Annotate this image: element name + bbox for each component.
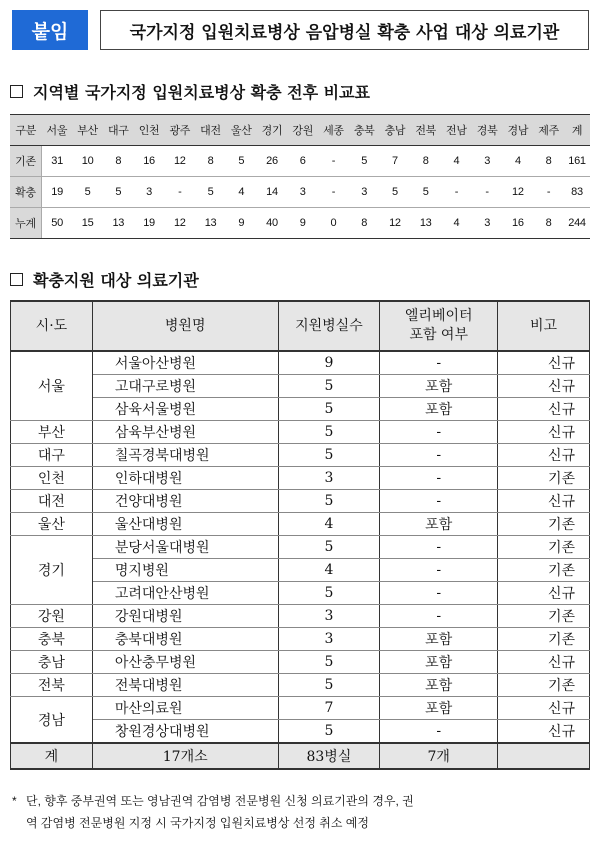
regional-column-header: 인천 <box>134 115 165 146</box>
regional-cell: 13 <box>410 208 441 239</box>
section-title-hospitals <box>10 268 199 291</box>
note-cell: 기존 <box>498 536 590 559</box>
hospital-row <box>11 467 590 490</box>
hospital-name: 전북대병원 <box>92 674 278 697</box>
note-cell: 신규 <box>498 697 590 720</box>
regional-cell: 8 <box>410 146 441 177</box>
region-cell: 대전 <box>11 490 93 513</box>
hospital-row <box>11 421 590 444</box>
hospital-table <box>10 300 590 770</box>
regional-column-header: 대구 <box>103 115 134 146</box>
regional-cell: 12 <box>164 146 195 177</box>
header-region: 시·도 <box>11 301 93 351</box>
total-elevator: 7개 <box>380 743 498 769</box>
hospital-name: 마산의료원 <box>92 697 278 720</box>
regional-header-row <box>10 115 590 146</box>
elevator-status: 포함 <box>380 651 498 674</box>
elevator-status: 포함 <box>380 375 498 398</box>
room-count: 5 <box>278 398 380 421</box>
elevator-status: 포함 <box>380 398 498 421</box>
hospital-row <box>11 628 590 651</box>
regional-cell: 3 <box>134 177 165 208</box>
regional-cell: 16 <box>134 146 165 177</box>
regional-row <box>10 177 590 208</box>
hospital-name: 고대구로병원 <box>92 375 278 398</box>
hospital-row <box>11 674 590 697</box>
regional-cell: 3 <box>349 177 380 208</box>
footnote-line1: 단, 향후 중부권역 또는 영남권역 감염병 전문병원 신청 의료기관의 경우, 권 <box>26 794 414 808</box>
regional-column-header: 광주 <box>164 115 195 146</box>
regional-cell: - <box>318 146 349 177</box>
region-cell: 경남 <box>11 697 93 744</box>
regional-cell: - <box>164 177 195 208</box>
regional-cell: 19 <box>134 208 165 239</box>
total-label: 계 <box>11 743 93 769</box>
attachment-badge: 붙임 <box>12 10 88 50</box>
total-note <box>498 743 590 769</box>
regional-cell: 40 <box>257 208 288 239</box>
regional-comparison-table <box>10 114 590 239</box>
elevator-status: 포함 <box>380 513 498 536</box>
hospital-row <box>11 444 590 467</box>
elevator-status: - <box>380 421 498 444</box>
regional-column-header: 충남 <box>380 115 411 146</box>
header-elevator <box>380 301 498 351</box>
note-cell: 기존 <box>498 559 590 582</box>
elevator-status: 포함 <box>380 628 498 651</box>
regional-column-header: 울산 <box>226 115 257 146</box>
region-cell: 강원 <box>11 605 93 628</box>
region-cell: 충북 <box>11 628 93 651</box>
regional-row-label: 기존 <box>10 146 41 177</box>
header-elevator-line1: 엘리베이터 <box>404 308 473 324</box>
regional-cell: 14 <box>257 177 288 208</box>
note-cell: 신규 <box>498 421 590 444</box>
header-elevator-line2: 포함 여부 <box>409 327 468 343</box>
regional-cell: 244 <box>564 208 590 239</box>
regional-cell: 8 <box>103 146 134 177</box>
hospital-row <box>11 720 590 744</box>
regional-row-label: 확충 <box>10 177 41 208</box>
room-count: 5 <box>278 421 380 444</box>
regional-column-header: 세종 <box>318 115 349 146</box>
regional-column-header: 구분 <box>10 115 41 146</box>
total-rooms: 83병실 <box>278 743 380 769</box>
room-count: 5 <box>278 444 380 467</box>
hospital-row <box>11 559 590 582</box>
hospital-name: 창원경상대병원 <box>92 720 278 744</box>
region-cell: 대구 <box>11 444 93 467</box>
footnote-marker: * <box>12 794 17 808</box>
regional-cell: 12 <box>502 177 533 208</box>
regional-cell: 31 <box>41 146 72 177</box>
regional-cell: 4 <box>441 146 472 177</box>
region-cell: 경기 <box>11 536 93 605</box>
hospital-name: 아산충무병원 <box>92 651 278 674</box>
regional-cell: 5 <box>103 177 134 208</box>
regional-cell: 13 <box>103 208 134 239</box>
hospital-name: 삼육서울병원 <box>92 398 278 421</box>
hospital-row <box>11 697 590 720</box>
regional-column-header: 충북 <box>349 115 380 146</box>
regional-cell: 5 <box>349 146 380 177</box>
elevator-status: - <box>380 720 498 744</box>
regional-cell: 161 <box>564 146 590 177</box>
note-cell: 신규 <box>498 490 590 513</box>
hospital-table-header <box>11 301 590 351</box>
regional-cell: 3 <box>472 208 503 239</box>
regional-cell: 5 <box>380 177 411 208</box>
hospital-name: 충북대병원 <box>92 628 278 651</box>
regional-cell: 16 <box>502 208 533 239</box>
regional-cell: 6 <box>287 146 318 177</box>
note-cell: 신규 <box>498 351 590 375</box>
regional-cell: 13 <box>195 208 226 239</box>
regional-cell: 4 <box>441 208 472 239</box>
regional-column-header: 대전 <box>195 115 226 146</box>
room-count: 5 <box>278 536 380 559</box>
note-cell: 신규 <box>498 651 590 674</box>
regional-cell: - <box>318 177 349 208</box>
regional-cell: 8 <box>195 146 226 177</box>
room-count: 7 <box>278 697 380 720</box>
hospital-name: 인하대병원 <box>92 467 278 490</box>
room-count: 3 <box>278 628 380 651</box>
regional-cell: 3 <box>287 177 318 208</box>
document-title: 국가지정 입원치료병상 음압병실 확충 사업 대상 의료기관 <box>100 10 589 50</box>
note-cell: 신규 <box>498 720 590 744</box>
hospital-row <box>11 605 590 628</box>
regional-cell: 3 <box>472 146 503 177</box>
hospital-name: 울산대병원 <box>92 513 278 536</box>
elevator-status: - <box>380 444 498 467</box>
note-cell: 기존 <box>498 513 590 536</box>
hospital-row <box>11 490 590 513</box>
elevator-status: 포함 <box>380 697 498 720</box>
regional-column-header: 제주 <box>533 115 564 146</box>
header-note: 비고 <box>498 301 590 351</box>
regional-row-label: 누계 <box>10 208 41 239</box>
room-count: 3 <box>278 605 380 628</box>
room-count: 9 <box>278 351 380 375</box>
regional-cell: 8 <box>533 208 564 239</box>
note-cell: 신규 <box>498 398 590 421</box>
regional-cell: - <box>472 177 503 208</box>
regional-column-header: 부산 <box>72 115 103 146</box>
page-header <box>12 10 589 50</box>
regional-column-header: 경남 <box>502 115 533 146</box>
regional-cell: 83 <box>564 177 590 208</box>
elevator-status: - <box>380 582 498 605</box>
hospital-name: 고려대안산병원 <box>92 582 278 605</box>
hospital-name: 서울아산병원 <box>92 351 278 375</box>
note-cell: 신규 <box>498 375 590 398</box>
room-count: 5 <box>278 375 380 398</box>
regional-column-header: 경북 <box>472 115 503 146</box>
total-row <box>11 743 590 769</box>
regional-cell: 19 <box>41 177 72 208</box>
regional-column-header: 전북 <box>410 115 441 146</box>
hospital-row <box>11 398 590 421</box>
regional-column-header: 서울 <box>41 115 72 146</box>
regional-cell: 4 <box>502 146 533 177</box>
regional-cell: 9 <box>287 208 318 239</box>
section-title-text: 지역별 국가지정 입원치료병상 확충 전후 비교표 <box>33 83 370 102</box>
regional-column-header: 경기 <box>257 115 288 146</box>
note-cell: 신규 <box>498 444 590 467</box>
regional-cell: 5 <box>226 146 257 177</box>
regional-row <box>10 208 590 239</box>
regional-cell: 0 <box>318 208 349 239</box>
regional-cell: 5 <box>410 177 441 208</box>
region-cell: 서울 <box>11 351 93 421</box>
regional-row <box>10 146 590 177</box>
room-count: 5 <box>278 582 380 605</box>
note-cell: 기존 <box>498 674 590 697</box>
room-count: 4 <box>278 513 380 536</box>
elevator-status: - <box>380 467 498 490</box>
regional-cell: 26 <box>257 146 288 177</box>
regional-cell: 5 <box>72 177 103 208</box>
note-cell: 기존 <box>498 605 590 628</box>
region-cell: 충남 <box>11 651 93 674</box>
room-count: 5 <box>278 651 380 674</box>
hospital-row <box>11 351 590 375</box>
region-cell: 인천 <box>11 467 93 490</box>
regional-cell: 9 <box>226 208 257 239</box>
region-cell: 전북 <box>11 674 93 697</box>
hospital-row <box>11 375 590 398</box>
header-rooms: 지원병실수 <box>278 301 380 351</box>
checkbox-bullet-icon <box>10 85 23 98</box>
header-hospital-name: 병원명 <box>92 301 278 351</box>
regional-cell: 50 <box>41 208 72 239</box>
regional-cell: 7 <box>380 146 411 177</box>
room-count: 5 <box>278 674 380 697</box>
elevator-status: - <box>380 605 498 628</box>
total-hospitals: 17개소 <box>92 743 278 769</box>
footnote-line2: 역 감염병 전문병원 지정 시 국가지정 입원치료병상 선정 취소 예정 <box>26 816 369 830</box>
regional-column-header: 전남 <box>441 115 472 146</box>
regional-cell: - <box>533 177 564 208</box>
regional-cell: 12 <box>380 208 411 239</box>
hospital-name: 강원대병원 <box>92 605 278 628</box>
regional-cell: 10 <box>72 146 103 177</box>
regional-cell: 12 <box>164 208 195 239</box>
elevator-status: 포함 <box>380 674 498 697</box>
hospital-name: 분당서울대병원 <box>92 536 278 559</box>
room-count: 4 <box>278 559 380 582</box>
regional-cell: 8 <box>349 208 380 239</box>
note-cell: 기존 <box>498 467 590 490</box>
room-count: 5 <box>278 720 380 744</box>
region-cell: 부산 <box>11 421 93 444</box>
hospital-row <box>11 651 590 674</box>
regional-cell: 5 <box>195 177 226 208</box>
regional-cell: - <box>441 177 472 208</box>
hospital-name: 삼육부산병원 <box>92 421 278 444</box>
regional-column-header: 강원 <box>287 115 318 146</box>
note-cell: 신규 <box>498 582 590 605</box>
hospital-row <box>11 513 590 536</box>
regional-cell: 15 <box>72 208 103 239</box>
region-cell: 울산 <box>11 513 93 536</box>
elevator-status: - <box>380 536 498 559</box>
hospital-name: 건양대병원 <box>92 490 278 513</box>
regional-column-header: 계 <box>564 115 590 146</box>
section-title-text: 확충지원 대상 의료기관 <box>33 271 199 290</box>
room-count: 5 <box>278 490 380 513</box>
section-title-regional <box>10 80 370 103</box>
elevator-status: - <box>380 559 498 582</box>
hospital-name: 칠곡경북대병원 <box>92 444 278 467</box>
regional-cell: 8 <box>533 146 564 177</box>
note-cell: 기존 <box>498 628 590 651</box>
checkbox-bullet-icon <box>10 273 23 286</box>
hospital-row <box>11 536 590 559</box>
elevator-status: - <box>380 351 498 375</box>
elevator-status: - <box>380 490 498 513</box>
regional-cell: 4 <box>226 177 257 208</box>
footnote <box>12 790 588 834</box>
hospital-name: 명지병원 <box>92 559 278 582</box>
room-count: 3 <box>278 467 380 490</box>
hospital-row <box>11 582 590 605</box>
